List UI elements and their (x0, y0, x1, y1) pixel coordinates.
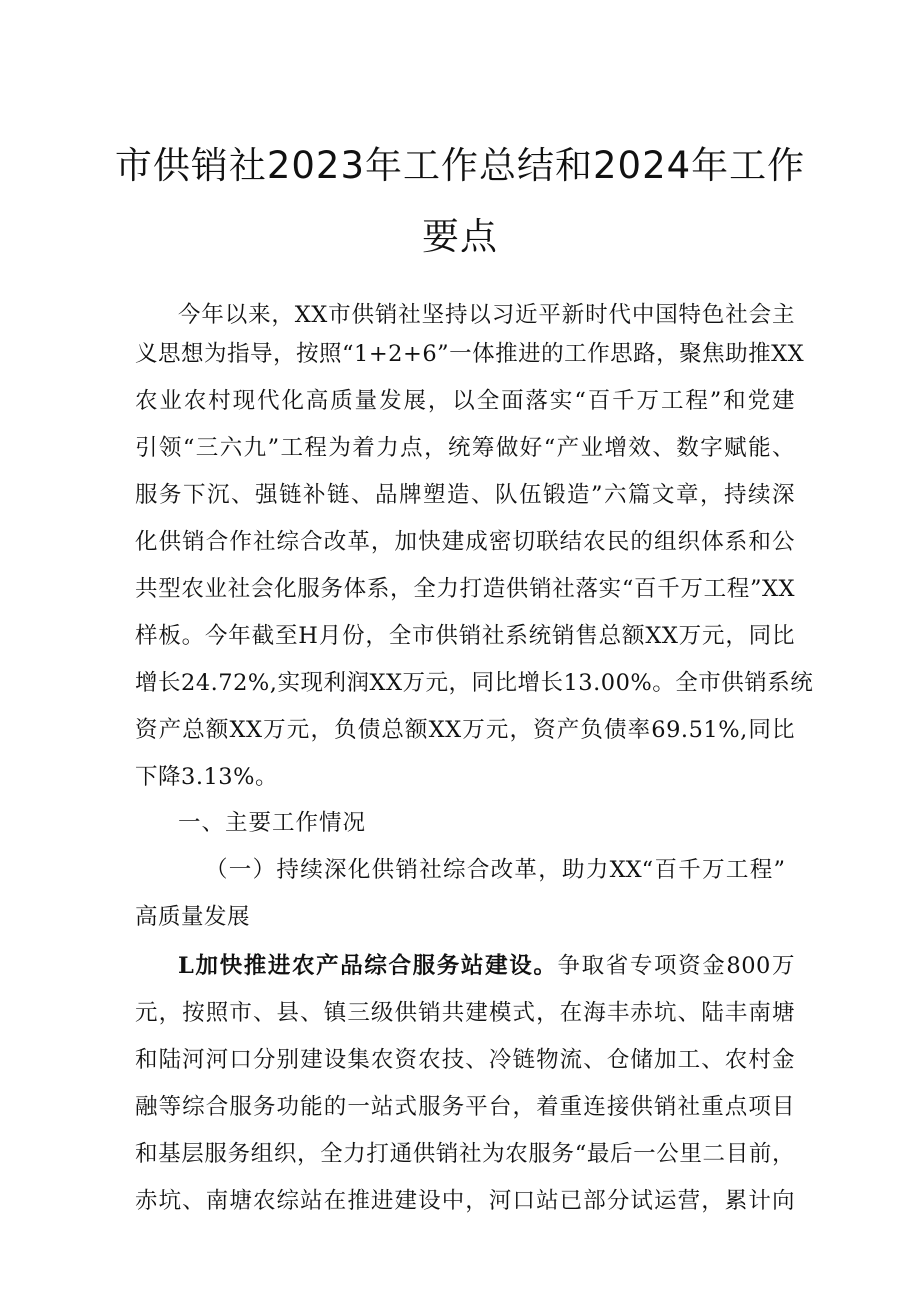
intro-line: 资产总额XX万元，负债总额XX万元，资产负债率69.51%,同比 (135, 717, 795, 743)
item1-rest-first: 争取省专项资金800万 (557, 953, 795, 979)
intro-line: 样板。今年截至H月份，全市供销社系统销售总额XX万元，同比 (135, 623, 795, 649)
subsection-heading-line1: （一）持续深化供销社综合改革，助力XX“百千万工程” (205, 857, 785, 883)
intro-line: 化供销合作社综合改革，加快建成密切联结农民的组织体系和公 (135, 529, 795, 555)
item1-lead: L加快推进农产品综合服务站建设。 (178, 953, 558, 979)
item1-line: 和基层服务组织，全力打通供销社为农服务“最后一公里二目前， (135, 1141, 795, 1167)
document-title-line2: 要点 (422, 215, 498, 258)
intro-line: 服务下沉、强链补链、品牌塑造、队伍锻造”六篇文章，持续深 (135, 482, 795, 508)
item1-first-line (178, 951, 795, 981)
intro-line: 农业农村现代化高质量发展，以全面落实“百千万工程”和党建 (135, 388, 795, 414)
document-title-line1: 市供销社2023年工作总结和2024年工作 (114, 144, 806, 187)
subsection-heading-line2: 高质量发展 (135, 904, 251, 930)
intro-line: 今年以来，XX市供销社坚持以习近平新时代中国特色社会主 (178, 302, 795, 328)
item1-line: 融等综合服务功能的一站式服务平台，着重连接供销社重点项目 (135, 1094, 795, 1120)
item1-line: 和陆河河口分别建设集农资农技、冷链物流、仓储加工、农村金 (135, 1047, 795, 1073)
item1-line: 赤坑、南塘农综站在推进建设中，河口站已部分试运营，累计向 (135, 1188, 795, 1214)
intro-line: 义思想为指导，按照“1+2+6”一体推进的工作思路，聚焦助推XX (135, 341, 805, 367)
item1-line: 元，按照市、县、镇三级供销共建模式，在海丰赤坑、陆丰南塘 (135, 1000, 795, 1026)
intro-line: 下降3.13%。 (135, 764, 278, 790)
intro-line: 共型农业社会化服务体系，全力打造供销社落实“百千万工程”XX (135, 576, 795, 602)
intro-line: 增长24.72%,实现利润XX万元，同比增长13.00%。全市供销系统 (135, 670, 814, 696)
intro-line: 引领“三六九”工程为着力点，统筹做好“产业增效、数字赋能、 (135, 435, 795, 461)
section-heading: 一、主要工作情况 (178, 810, 367, 836)
